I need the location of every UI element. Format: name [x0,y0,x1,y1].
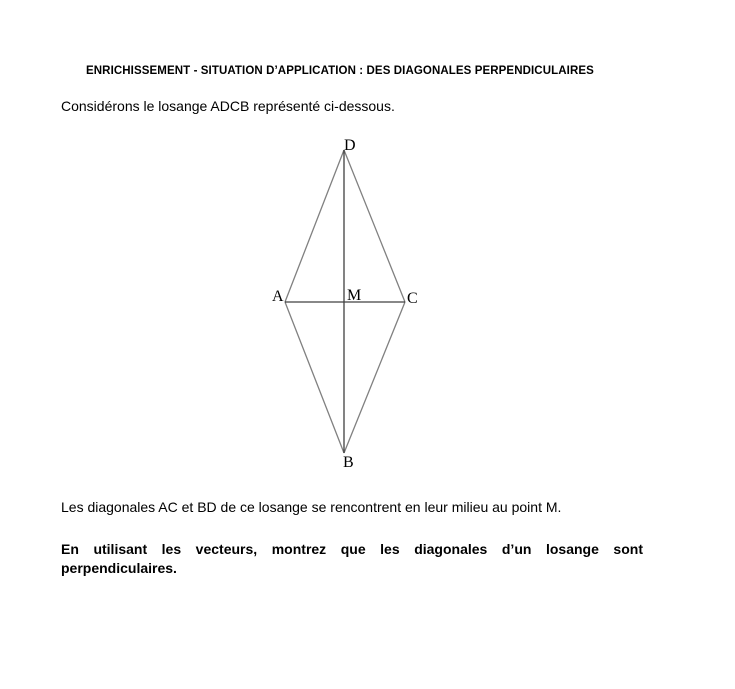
rhombus-diagram [255,130,445,475]
exercise-heading: ENRICHISSEMENT - SITUATION D’APPLICATION : DES DIAGONALES PERPENDICULAIRES [86,65,594,77]
side-DC [344,150,405,302]
side-AB [285,302,344,453]
intro-text: Considérons le losange ADCB représenté ci-dessous. [61,98,395,114]
rhombus-figure [255,130,445,475]
side-DA [285,150,344,302]
diagonals-statement: Les diagonales AC et BD de ce losange se rencontrent en leur milieu au point M. [61,499,562,515]
label-M: M [347,287,362,304]
side-CB [344,302,405,453]
label-B: B [343,454,354,471]
label-A: A [272,288,284,305]
label-D: D [344,137,356,154]
label-C: C [407,290,418,307]
exercise-question: En utilisant les vecteurs, montrez que les diagonales d’un losange sont perpendiculaires. [61,541,643,576]
